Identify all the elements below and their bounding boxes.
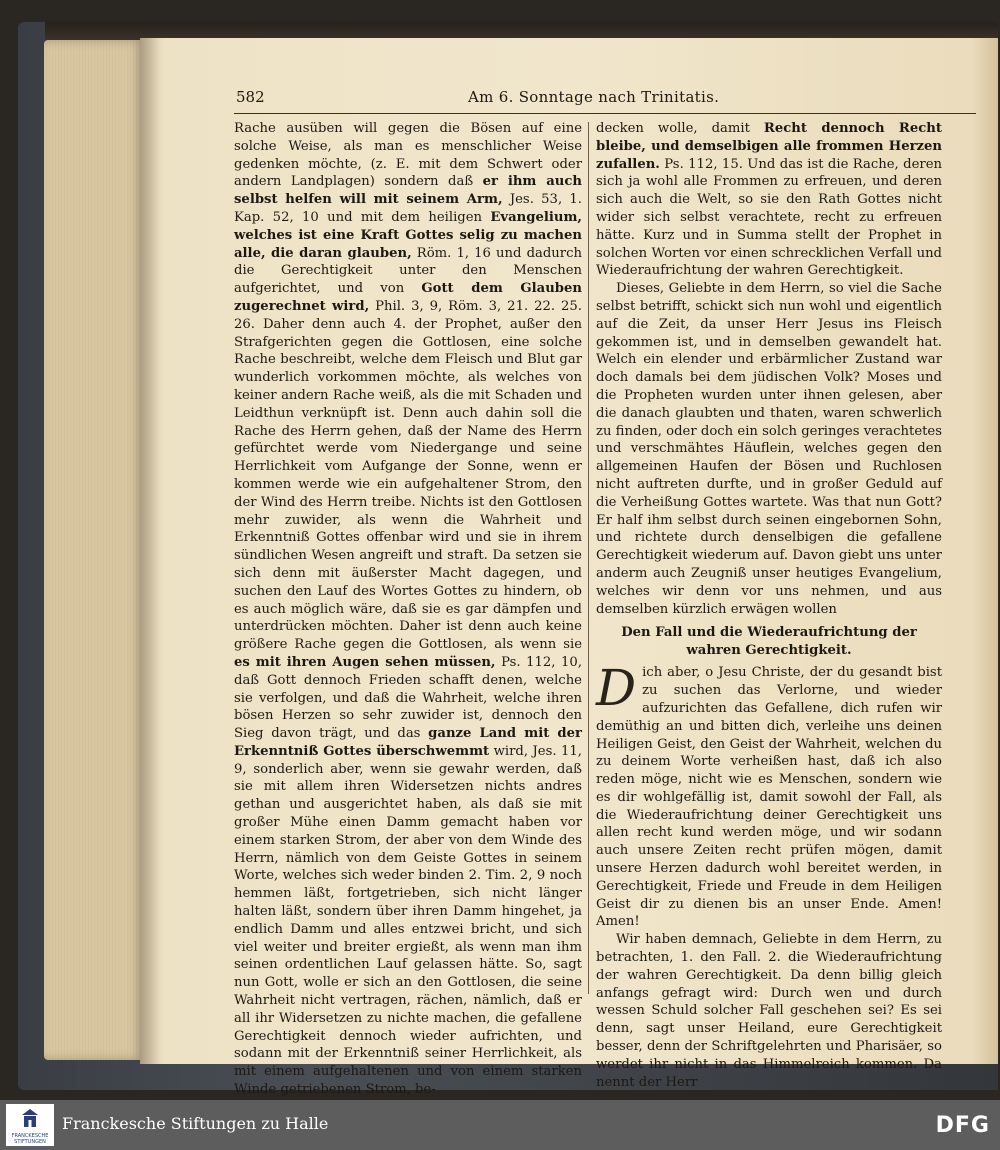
institution-logo[interactable] [6,1104,54,1146]
left-text: Ps. 112, 10, daß Gott dennoch Frieden schafft denen, welche sie verfolgen, und daß die Wahrheit, welche ihren bösen Herzen so sehr zuwider ist, dennoch den Sieg davon trägt, und das [234,654,583,742]
left-text: wird, Jes. 11, 9, sonderlich aber, wenn sie gewahr werden, daß sie mit allem ihren Widersetzen nichts andres gethan und ausgerichtet haben, als daß sie mit großer Mühe einen Damm gemacht haben vor einem starken Strom, der aber von dem Winde des Herrn, nämlich von dem Geiste Gottes in seinem Worte, welches sich weder binden 2. Tim. 2, 9 noch hemmen läßt, fortgetrieben, sich nicht länger halten läßt, sondern über ihren Damm hingehet, ja endlich Damm und alles entzwei bricht, und sich viel weiter und breiter ergießt, als wenn man ihm seinen ordentlichen Lauf gelassen hätte. So, sagt nun Gott, wolle er sich an den Gottlosen, die seine Wahrheit nicht vertragen, rächen, nämlich, daß er all ihr Widersetzen zu nichte machen, die gefallene Gerechtigkeit dennoch wieder aufrichten, und sodann mit der Erkenntniß seiner Herrlichkeit, als mit einem aufgehaltenen und von einem starken Winde getriebenen Strom, be- [234,743,582,1098]
left-text: Rache ausüben will gegen die Bösen auf eine solche Weise, als man es menschlicher Weise gedenken möchte, (z. E. mit dem Schwert oder andern Landplagen) sondern daß [234,121,582,190]
logo-caption-line-1: FRANCKESCHE [11,1133,49,1139]
prayer-text: ich aber, o Jesu Christe, der du gesandt bist zu suchen das Verlorne, und wieder aufzurichten das Gefallene, dich rufen wir demüthig an und bitten dich, verleihe uns deinen Heiligen Geist, den Geist der Wahrheit, welchen du zu deinem Worte verheißen hast, daß ich also reden möge, nicht wie es Menschen, sondern wie es dir wohlgefällig ist, damit sowohl der Fall, als die Wiederaufrichtung deiner Gerechtigkeit uns allen recht kund werden möge, und wir sodann auch unsere Zeiten recht prüfen mögen, damit unsere Herzen dadurch wohl bereitet werden, in Gerechtigkeit, Friede und Freude in dem Heiligen Geist dir zu dienen bis an unser Ende. Amen! Amen! [596,665,942,930]
right-column-paragraph-2: Dieses, Geliebte in dem Herrn, so viel die Sache selbst betrifft, schickt sich nun wohl und eigentlich auf die Zeit, da unser Herr Jesus ins Fleisch gekommen ist, und in demselben gewandelt hat. Welch ein elender und erbärmlicher Zustand war doch damals bei dem jüdischen Volk? Moses und die Propheten wurden unter ihnen gelesen, aber die danach glaubten und thaten, waren schwerlich zu finden, oder doch ein solch geringes verachtetes und verschmähtes Häuflein, welches gegen den allgemeinen Haufen der Bösen und Ruchlosen nicht auftreten durfte, und in großer Geduld auf die Verheißung Gottes wartete. Was that nun Gott? Er half ihm selbst durch seinen eingebornen Sohn, und richtete durch denselbigen die gefallene Gerechtigkeit wiederum auf. Davon giebt uns unter anderm auch Zeugniß unser heutiges Evangelium, welches wir denn vor uns nehmen, und aus demselben kürzlich erwägen wollen [596,281,942,617]
institution-name[interactable]: Franckesche Stiftungen zu Halle [62,1114,329,1133]
footer-bar [0,1100,1000,1150]
running-head-title: Am 6. Sonntage nach Trinitatis. [468,88,720,106]
left-emphasis: er ihm auch selbst helfen will mit seinem Arm, [234,174,582,208]
logo-caption [6,1133,54,1145]
right-text: decken wolle, damit [596,121,764,136]
page-edges [44,40,144,1060]
gutter-shadow [140,38,160,1064]
dfg-logo[interactable]: DFG [935,1113,990,1138]
decorated-initial: D [596,659,637,718]
left-text: Röm. 1, 16 und dadurch die Gerechtigkeit unter den Menschen aufgerichtet, und von [234,245,582,297]
right-column-paragraph-1 [596,120,942,280]
column-divider [588,122,589,994]
prayer-paragraph [596,659,942,931]
building-icon [20,1108,40,1130]
left-column-paragraph [234,120,582,1099]
left-text: Jes. 53, 1. Kap. 52, 10 und mit dem heiligen [234,192,583,225]
left-emphasis: Gott dem Glauben zugerechnet wird, [234,281,582,314]
logo-caption-line-2: STIFTUNGEN [14,1139,46,1145]
left-column [234,120,582,1099]
left-emphasis: es mit ihren Augen sehen müssen, [234,654,496,670]
right-column [596,120,942,1091]
left-emphasis: Evangelium, welches ist eine Kraft Gottes selig zu machen alle, die daran glauben, [234,209,582,261]
header-rule [234,113,976,114]
right-emphasis: Recht dennoch Recht bleibe, und demselbigen alle frommen Herzen zufallen. [596,121,942,172]
running-head [236,88,956,112]
left-text: Phil. 3, 9, Röm. 3, 21. 22. 25. 26. Daher denn auch 4. der Prophet, außer den Strafgerichten gegen die Gottlosen, eine solche Rache beschreibt, welche dem Fleisch und Blut gar wunderlich vorkommen möchte, als welches von keiner andern Rache weiß, als die mit Schaden und Leidthun verknüpft ist. Denn auch dahin soll die Rache des Herrn gehen, daß der Name des Herrn gefürchtet werde vom Niedergange und seine Herrlichkeit vom Aufgange der Sonne, wenn er kommen werde wie ein aufgehaltener Strom, den der Wind des Herrn treibe. Nichts ist den Gottlosen mehr zuwider, als wenn die Wahrheit und Erkenntniß Gottes offenbar wird und sie in ihrem sündlichen Wesen angreift und straft. Da setzen sie sich denn mit äußerster Macht dagegen, und suchen den Lauf des Wortes Gottes zu hindern, ob es auch möglich wäre, daß sie es gar dämpfen und unterdrücken möchten. Daher ist denn auch keine größere Rache gegen die Gottlosen, als wenn sie [234,298,582,653]
book-page [140,38,998,1098]
page-number: 582 [236,88,265,106]
right-text: Ps. 112, 15. Und das ist die Rache, deren sich ja wohl alle Frommen zu erfreuen, und deren sich auch die Welt, so sie den Rath Gottes nicht wider sich selbst verachtete, recht zu erfreuen hätte. Kurz und in Summa stellt der Prophet in solchen Worten vor einen schrecklichen Verfall und Wiederaufrichtung der wahren Gerechtigkeit. [596,156,942,279]
section-heading: Den Fall und die Wiederaufrichtung der wahren Gerechtigkeit. [621,625,917,659]
left-emphasis: ganze Land mit der Erkenntniß Gottes überschwemmt [234,726,582,759]
right-column-paragraph-3: Wir haben demnach, Geliebte in dem Herrn, zu betrachten, 1. den Fall. 2. die Wiederaufrichtung der wahren Gerechtigkeit. Da denn billig gleich anfangs gefragt wird: Durch wen und durch wessen Schuld solcher Fall geschehen sei? Es sei denn, sagt unser Heiland, eure Gerechtigkeit besser, denn der Schriftgelehrten und Pharisäer, so werdet ihr nicht in das Himmelreich kommen. Da nennt der Herr [596,932,942,1090]
